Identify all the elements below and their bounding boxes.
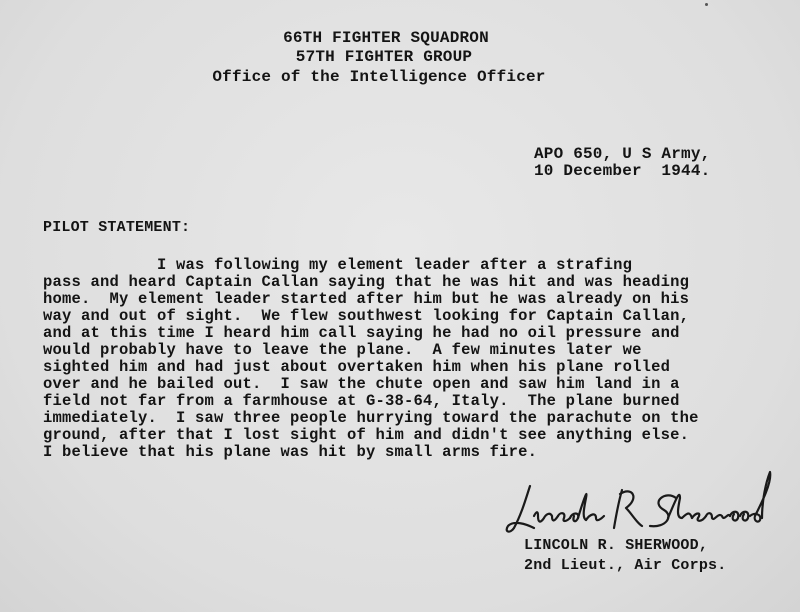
statement-line: and at this time I heard him call saying he had no oil pressure and: [43, 324, 680, 342]
signatory-name: LINCOLN R. SHERWOOD,: [524, 537, 709, 554]
statement-line: I believe that his plane was hit by small arms fire.: [43, 443, 538, 461]
statement-line: immediately. I saw three people hurrying toward the parachute on the: [43, 409, 699, 427]
header-squadron: 66TH FIGHTER SQUADRON: [283, 29, 489, 47]
ink-speck: [705, 3, 708, 6]
dateline-date: 10 December 1944.: [534, 162, 711, 180]
header-group: 57TH FIGHTER GROUP: [295, 48, 473, 66]
dateline-location: APO 650, U S Army,: [534, 145, 711, 163]
statement-line: field not far from a farmhouse at G-38-64, Italy. The plane burned: [43, 392, 680, 410]
statement-line: way and out of sight. We flew southwest looking for Captain Callan,: [43, 307, 690, 325]
statement-line: sighted him and had just about overtaken him when his plane rolled: [43, 358, 671, 376]
statement-line: pass and heard Captain Callan saying that he was hit and was heading: [43, 273, 690, 291]
statement-line: I was following my element leader after a strafing: [43, 256, 633, 274]
statement-line: ground, after that I lost sight of him and didn't see anything else.: [43, 426, 690, 444]
header-office: Office of the Intelligence Officer: [212, 68, 546, 86]
statement-line: would probably have to leave the plane. A few minutes later we: [43, 341, 642, 359]
statement-line: home. My element leader started after him but he was already on his: [43, 290, 690, 308]
statement-line: over and he bailed out. I saw the chute open and saw him land in a: [43, 375, 680, 393]
section-label: PILOT STATEMENT:: [43, 219, 191, 236]
signatory-title: 2nd Lieut., Air Corps.: [524, 557, 727, 574]
handwritten-signature: [500, 468, 790, 543]
